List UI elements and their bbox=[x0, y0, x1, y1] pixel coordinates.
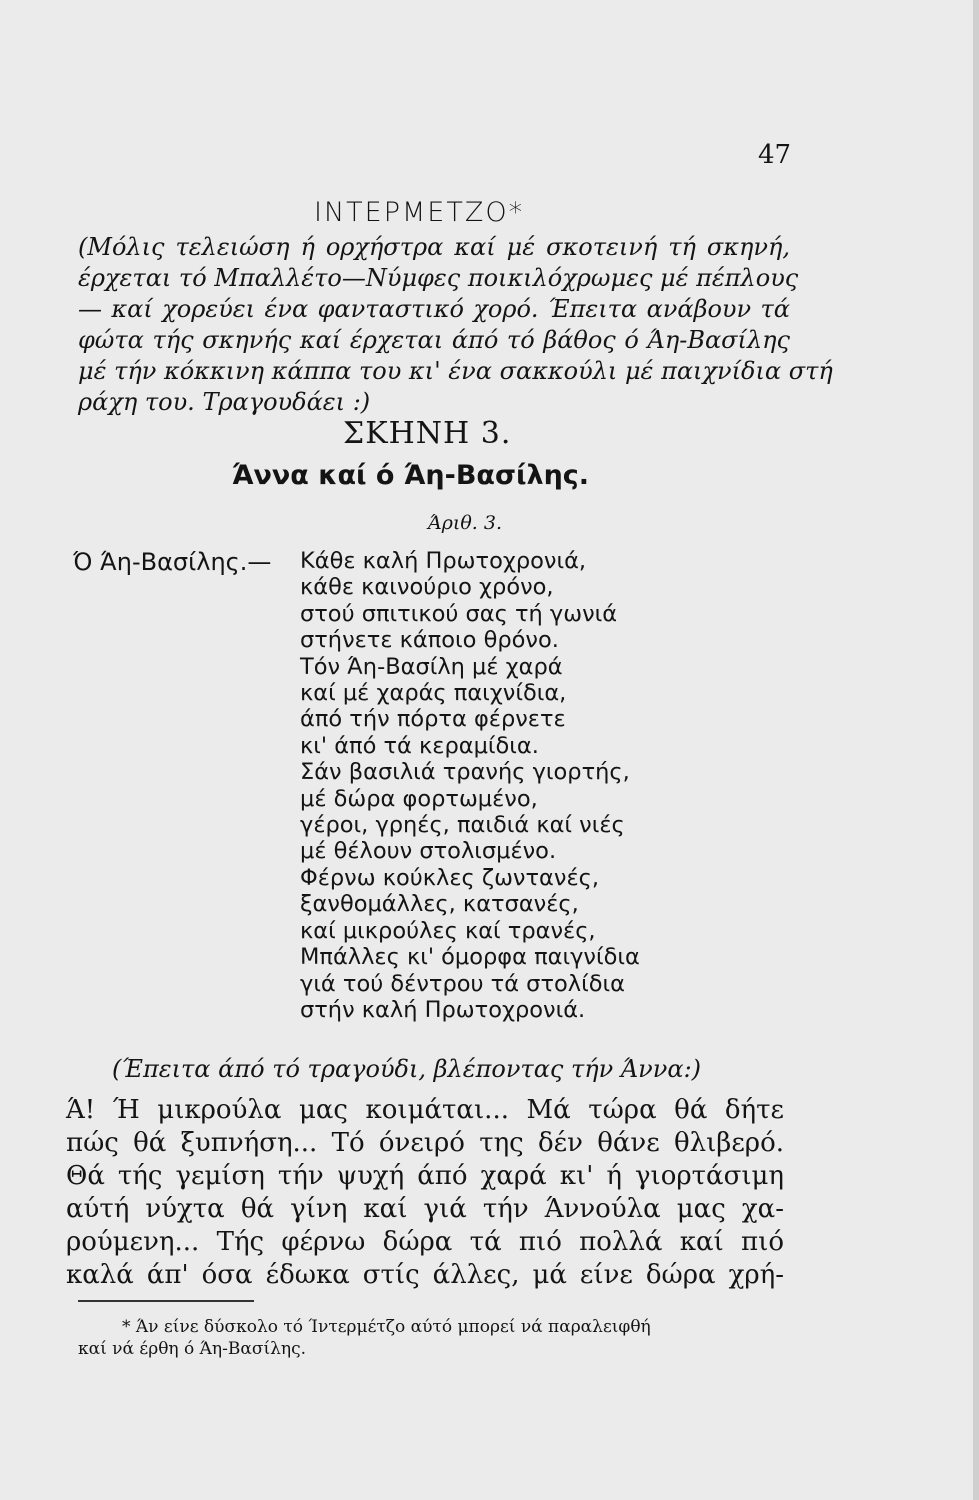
verse-line: κι' άπό τά κεραμίδια. bbox=[300, 732, 539, 759]
footnote bbox=[78, 1316, 784, 1360]
page-edge bbox=[973, 0, 979, 1500]
verse-line: Φέρνω κούκλες ζωντανές, bbox=[300, 864, 599, 891]
dialogue-line: ρούμενη... Τής φέρνω δώρα τά πιό πολλά καί πιό bbox=[66, 1227, 784, 1257]
verse-line: καί μέ χαράς παιχνίδια, bbox=[300, 680, 567, 707]
interlude-title: ΙΝΤΕΡΜΕΤΖΟ* bbox=[314, 197, 525, 228]
dialogue-line: πώς θά ξυπνήση... Τό όνειρό της δέν θάνε θλιβερό. bbox=[66, 1128, 784, 1158]
stage-direction-line: ράχη του. Τραγουδάει :) bbox=[78, 388, 371, 416]
verse-line: μέ θέλουν στολισμένο. bbox=[300, 838, 557, 865]
verse-line: μέ δώρα φορτωμένο, bbox=[300, 785, 538, 812]
stage-direction-line: έρχεται τό Μπαλλέτο—Νύμφες ποικιλόχρωμες μέ πέπλους bbox=[78, 264, 799, 292]
scene-characters: Άννα καί ό Άη-Βασίλης. bbox=[232, 460, 590, 491]
verse-line: καί μικρούλες καί τρανές, bbox=[300, 917, 596, 944]
stage-direction-line: μέ τήν κόκκινη κάππα του κι' ένα σακκούλι μέ παιχνίδια στή bbox=[78, 357, 833, 385]
stage-direction-line: φώτα τής σκηνής καί έρχεται άπό τό βάθος ό Άη-Βασίλης bbox=[78, 326, 790, 354]
verse-line: Τόν Άη-Βασίλη μέ χαρά bbox=[300, 653, 563, 680]
verse-line: ξανθομάλλες, κατσανές, bbox=[300, 891, 579, 918]
footnote-line: * Άν είνε δύσκολο τό Ίντερμέτζο αύτό μπορεί νά παραλειφθή bbox=[122, 1317, 651, 1337]
verse-line: γιά τού δέντρου τά στολίδια bbox=[300, 970, 625, 997]
verse-line: στού σπιτικού σας τή γωνιά bbox=[300, 600, 618, 627]
verse-line: κάθε καινούριο χρόνο, bbox=[300, 574, 554, 601]
verse-line: άπό τήν πόρτα φέρνετε bbox=[300, 706, 566, 733]
verse-line: Μπάλλες κι' όμορφα παιγνίδια bbox=[300, 944, 640, 971]
speaker-name: Ό Άη-Βασίλης.— bbox=[73, 548, 272, 576]
verse-line: στήν καλή Πρωτοχρονιά. bbox=[300, 996, 586, 1023]
stage-direction bbox=[78, 232, 833, 418]
stage-direction-line: (Μόλις τελειώση ή ορχήστρα καί μέ σκοτεινή τή σκηνή, bbox=[78, 233, 790, 261]
dialogue-line: Θά τής γεμίση τήν ψυχή άπό χαρά κι' ή γιορτάσιμη bbox=[66, 1161, 784, 1191]
music-number: Άριθ. 3. bbox=[428, 512, 502, 534]
scene-heading: ΣΚΗΝΗ 3. bbox=[343, 416, 512, 451]
verse-line: Σάν βασιλιά τρανής γιορτής, bbox=[300, 759, 630, 786]
footnote-line: καί νά έρθη ό Άη-Βασίλης. bbox=[78, 1339, 306, 1359]
footnote-divider bbox=[78, 1300, 254, 1302]
verse-line: Κάθε καλή Πρωτοχρονιά, bbox=[300, 548, 587, 574]
dialogue-line: Ά! Ή μικρούλα μας κοιμάται... Μά τώρα θά δήτε bbox=[66, 1095, 784, 1125]
song-verse bbox=[300, 548, 640, 1023]
stage-direction-line: — καί χορεύει ένα φανταστικό χορό. Έπειτα ανάβουν τά bbox=[78, 295, 790, 323]
verse-line: στήνετε κάποιο θρόνο. bbox=[300, 627, 559, 654]
page-number: 47 bbox=[758, 140, 792, 170]
verse-line: γέροι, γρηές, παιδιά καί νιές bbox=[300, 812, 625, 839]
dialogue-line: αύτή νύχτα θά γίνη καί γιά τήν Άννούλα μας χα- bbox=[66, 1194, 784, 1224]
stage-direction-after-song: (Έπειτα άπό τό τραγούδι, βλέποντας τήν Άννα:) bbox=[112, 1055, 702, 1083]
dialogue bbox=[66, 1094, 784, 1292]
dialogue-line: καλά άπ' όσα έδωκα στίς άλλες, μά είνε δώρα χρή- bbox=[66, 1260, 784, 1290]
